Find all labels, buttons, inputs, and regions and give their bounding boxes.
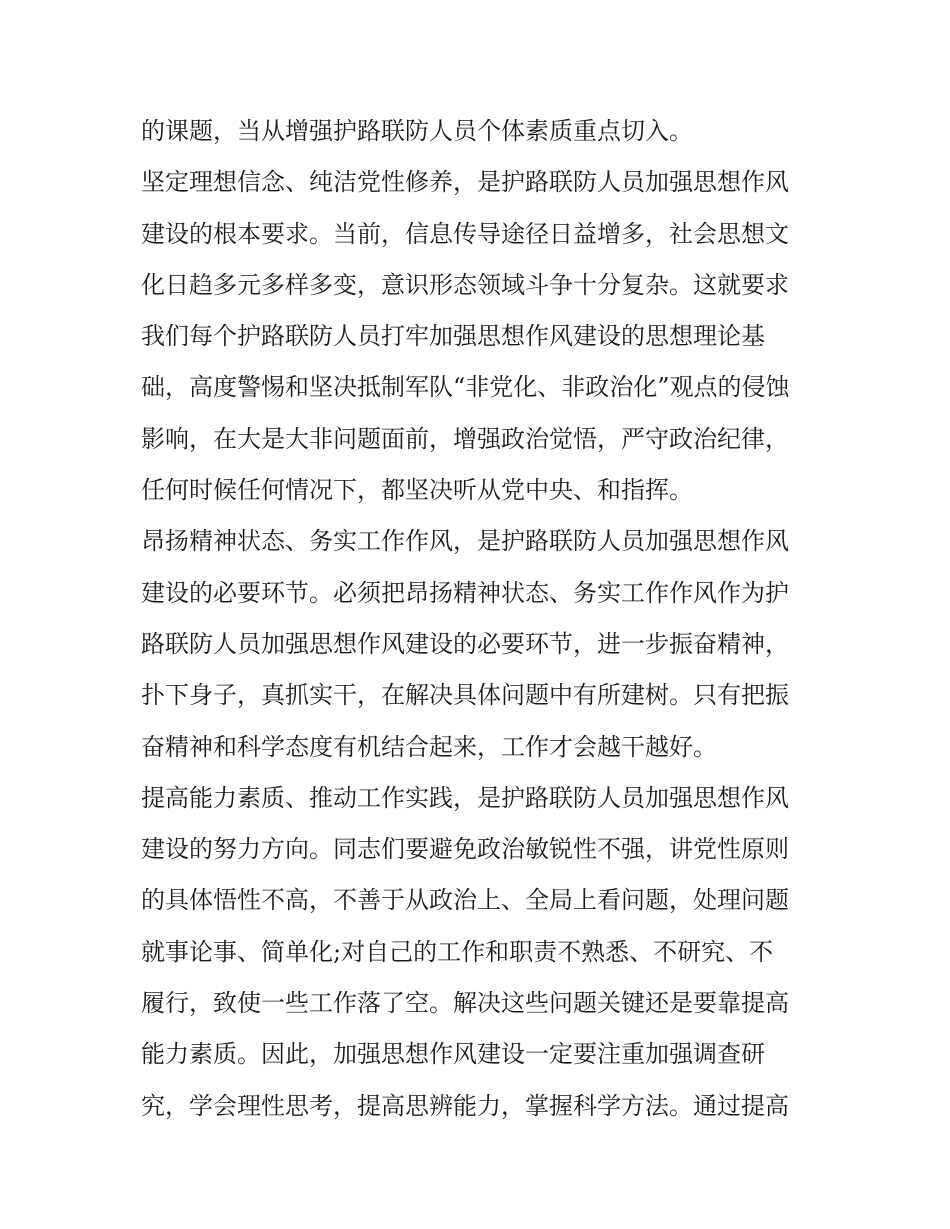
text-line: 履行，致使一些工作落了空。解决这些问题关键还是要靠提高 <box>141 989 789 1018</box>
text-line: 任何时候任何情况下，都坚决听从党中央、和指挥。 <box>141 476 693 505</box>
text-line: 究，学会理性思考，提高思辨能力，掌握科学方法。通过提高 <box>141 1091 789 1120</box>
text-line: 能力素质。因此，加强思想作风建设一定要注重加强调查研 <box>141 1040 765 1069</box>
text-line: 的课题，当从增强护路联防人员个体素质重点切入。 <box>141 117 693 145</box>
text-line: 昂扬精神状态、务实工作作风，是护路联防人员加强思想作风 <box>141 527 789 556</box>
text-line: 建设的必要环节。必须把昂扬精神状态、务实工作作风作为护 <box>141 578 789 607</box>
body-text <box>141 106 821 1132</box>
text-line: 提高能力素质、推动工作实践，是护路联防人员加强思想作风 <box>141 783 789 812</box>
text-line: 坚定理想信念、纯洁党性修养，是护路联防人员加强思想作风 <box>141 168 789 197</box>
text-line: 础，高度警惕和坚决抵制军队“非党化、非政治化”观点的侵蚀 <box>141 373 790 402</box>
text-line: 化日趋多元多样多变，意识形态领域斗争十分复杂。这就要求 <box>141 270 789 299</box>
text-line: 影响，在大是大非问题面前，增强政治觉悟，严守政治纪律， <box>141 424 789 453</box>
text-line: 路联防人员加强思想作风建设的必要环节，进一步振奋精神， <box>141 629 789 658</box>
text-line: 建设的努力方向。同志们要避免政治敏锐性不强，讲党性原则 <box>141 835 789 864</box>
text-line: 就事论事、简单化;对自己的工作和职责不熟悉、不研究、不 <box>141 937 774 966</box>
text-line: 的具体悟性不高，不善于从政治上、全局上看问题，处理问题 <box>141 886 789 915</box>
text-line: 扑下身子，真抓实干，在解决具体问题中有所建树。只有把振 <box>141 681 789 710</box>
text-line: 我们每个护路联防人员打牢加强思想作风建设的思想理论基 <box>141 322 765 351</box>
text-line: 建设的根本要求。当前，信息传导途径日益增多，社会思想文 <box>141 219 789 248</box>
text-line: 奋精神和科学态度有机结合起来，工作才会越干越好。 <box>141 732 717 761</box>
